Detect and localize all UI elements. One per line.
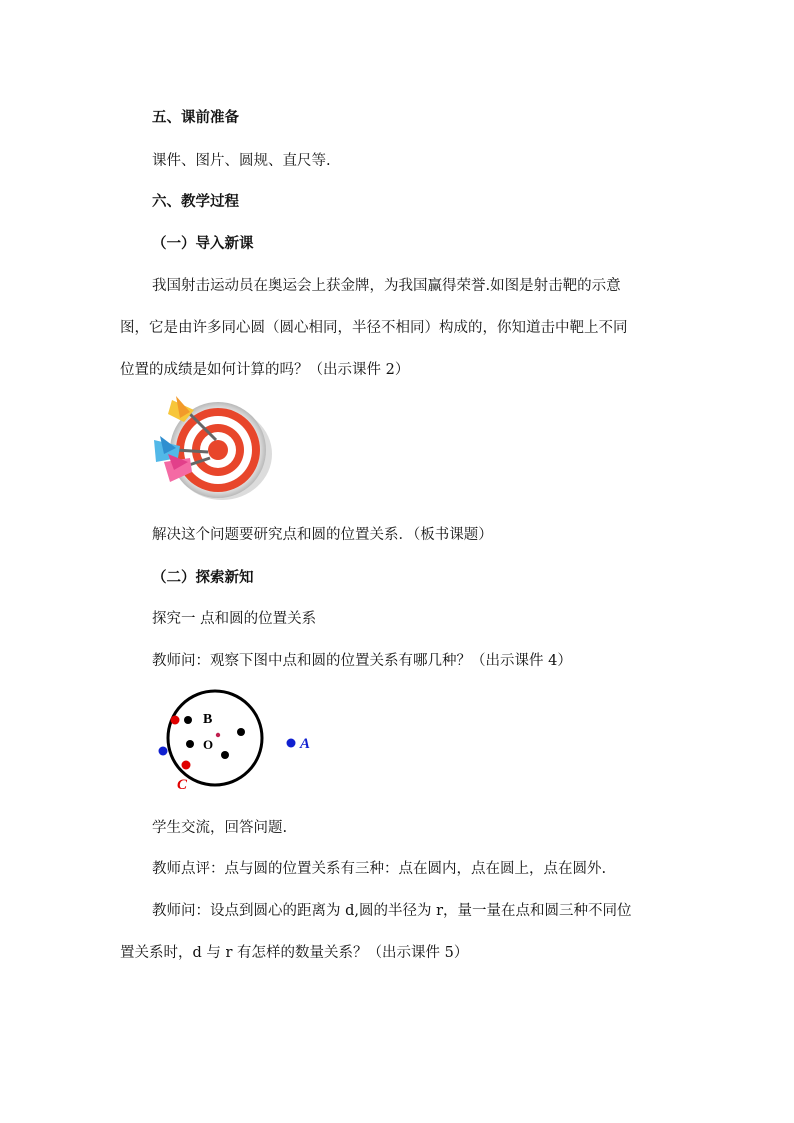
on-circle-point-b [171,716,180,725]
center-point [216,733,220,737]
intro-line-2: 图，它是由许多同心圆（圆心相同，半径不相同）构成的，你知道击中靶上不同 [120,320,628,336]
prep-text: 课件、图片、圆规、直尺等. [152,153,331,169]
solve-text: 解决这个问题要研究点和圆的位置关系．（板书课题） [152,527,493,543]
outside-point-left [159,747,168,756]
prep-heading: 五、课前准备 [152,109,239,126]
teacher-question-2-line-2: 置关系时，d 与 r 有怎样的数量关系？（出示课件 5） [120,945,469,961]
main-circle [168,691,262,785]
label-b: B [203,712,213,727]
outside-point-a [287,739,296,748]
point-circle-diagram [150,684,330,794]
explore-title: 探究一 点和圆的位置关系 [152,611,317,627]
teacher-comment: 教师点评：点与圆的位置关系有三种：点在圆内，点在圆上，点在圆外. [152,861,607,877]
teacher-question-2-line-1: 教师问：设点到圆心的距离为 d,圆的半径为 r，量一量在点和圆三种不同位 [152,903,632,919]
inside-point [186,740,194,748]
inside-point [221,751,229,759]
inside-point [237,728,245,736]
intro-line-3: 位置的成绩是如何计算的吗？（出示课件 2） [120,362,410,378]
part2-heading: （二）探索新知 [152,569,254,586]
label-o: O [203,737,214,752]
on-circle-point-c [182,761,191,770]
process-heading: 六、教学过程 [152,193,239,210]
student-text: 学生交流，回答问题. [152,820,288,836]
dartboard-image [150,392,275,504]
intro-line-1: 我国射击运动员在奥运会上获金牌，为我国赢得荣誉.如图是射击靶的示意 [152,278,621,294]
label-a: A [300,736,311,752]
teacher-question-1: 教师问：观察下图中点和圆的位置关系有哪几种？（出示课件 4） [152,653,572,669]
inside-point [184,716,192,724]
part1-heading: （一）导入新课 [152,235,254,252]
label-c: C [177,777,188,793]
